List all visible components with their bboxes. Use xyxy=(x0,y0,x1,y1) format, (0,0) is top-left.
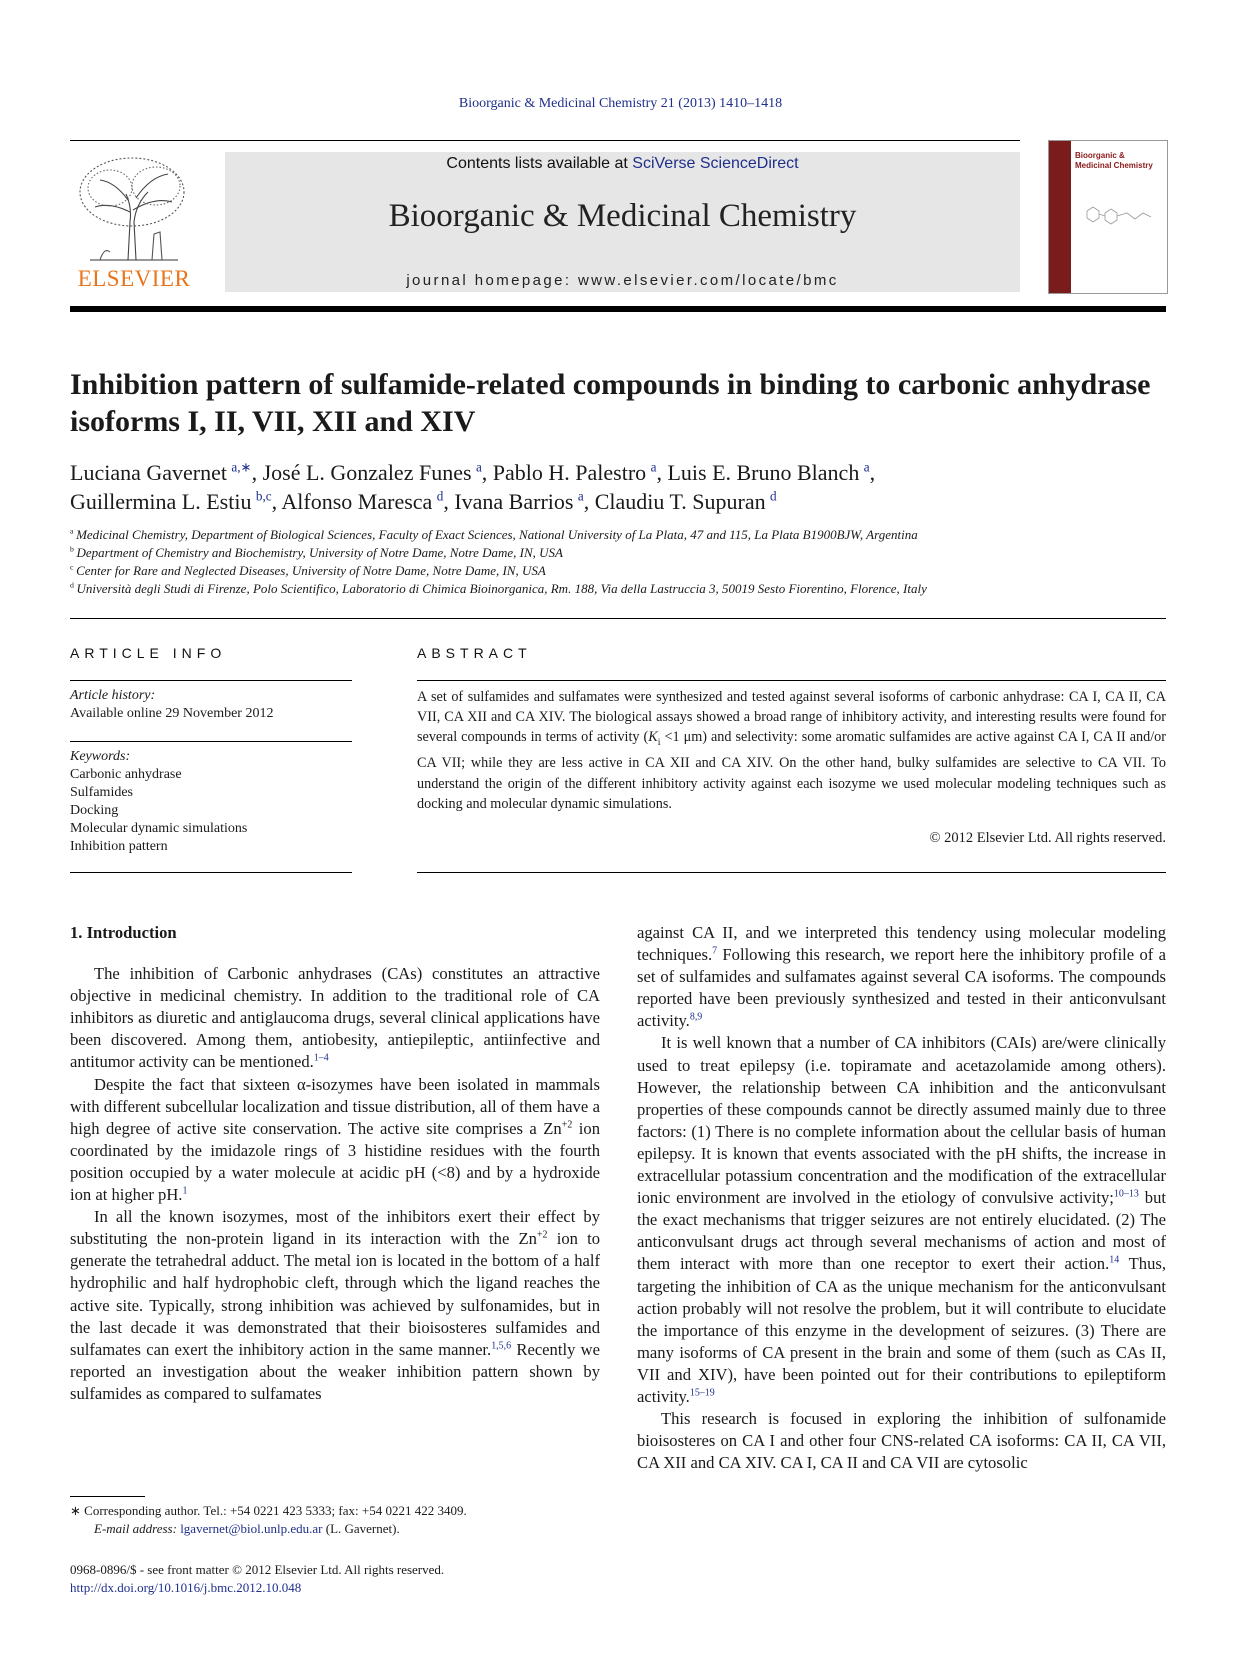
charge-superscript: +2 xyxy=(561,1119,573,1131)
author-affiliation-marker[interactable]: d xyxy=(770,488,777,504)
article-info-rule xyxy=(70,741,352,742)
paragraph-text: In all the known isozymes, most of the inhibitors exert their effect by substituting the non-protein ligand in its interaction with the Zn xyxy=(70,1207,600,1249)
header-thick-rule xyxy=(70,306,1166,312)
footnote-text: Corresponding author. Tel.: +54 0221 423 5333; fax: +54 0221 422 3409. xyxy=(80,1503,467,1518)
journal-cover-thumbnail[interactable] xyxy=(1048,140,1168,294)
citation-link[interactable]: 1 xyxy=(182,1185,188,1197)
author-name[interactable]: Claudiu T. Supuran xyxy=(594,489,766,514)
keyword: Inhibition pattern xyxy=(70,839,168,854)
affiliation-text: Medicinal Chemistry, Department of Biological Sciences, Faculty of Exact Sciences, National University of La Plata, 47 and 115, La Plata B1900BJW, Argentina xyxy=(76,527,918,542)
paragraph-text: ion coordinated by the imidazole rings of 3 histidine residues with the fourth position occupied by a water molecule at acidic pH (<8) and by a hydroxide ion at higher pH. xyxy=(70,1118,601,1205)
author-separator: , xyxy=(251,460,263,485)
affiliation xyxy=(70,580,1166,598)
journal-banner xyxy=(225,152,1020,292)
author-affiliation-marker[interactable]: a xyxy=(650,459,657,475)
affiliation-marker: b xyxy=(70,544,74,554)
affiliation-text: Center for Rare and Neglected Diseases, University of Notre Dame, Notre Dame, IN, USA xyxy=(76,563,546,578)
body-column-left xyxy=(70,922,600,1405)
elsevier-wordmark: ELSEVIER xyxy=(77,266,191,291)
contents-prefix: Contents lists available at xyxy=(446,155,633,172)
email-label: E-mail address: xyxy=(94,1521,177,1536)
article-info-rule xyxy=(70,680,352,681)
author-affiliation-marker[interactable]: d xyxy=(436,488,444,504)
cover-title: Bioorganic & Medicinal Chemistry xyxy=(1075,151,1153,170)
affiliation-marker: d xyxy=(70,580,74,590)
author-separator: , xyxy=(656,460,668,485)
abstract-part: A set of sulfamides and sulfamates were synthesized and tested against several isoforms of carbonic anhydrase: CA I, CA II, CA VII, CA XII and CA XIV. The biological assays showed a broad range of inhibitory activity, and interesting results were found for several compounds in terms of activity ( xyxy=(417,689,1166,746)
article-title: Inhibition pattern of sulfamide-related compounds in binding to carbonic anhydrase isoforms I, II, VII, XII and XIV xyxy=(70,368,1151,438)
header-top-rule xyxy=(70,140,1020,141)
paragraph xyxy=(637,1408,1166,1474)
paragraph-text: Following this research, we report here the inhibitory profile of a set of sulfamides and sulfamates against several CA isoforms. The compounds reported have been previously synthesized and tested in their anticonvulsant activity. xyxy=(637,945,1166,1031)
article-history xyxy=(70,687,352,723)
affiliation-marker: a xyxy=(70,526,74,536)
keyword: Molecular dynamic simulations xyxy=(70,821,248,836)
author-separator: , xyxy=(481,460,493,485)
affiliation xyxy=(70,562,1166,580)
footnote-rule xyxy=(70,1496,145,1497)
elsevier-tree-icon xyxy=(70,152,198,264)
history-value: Available online 29 November 2012 xyxy=(70,706,274,721)
affiliation xyxy=(70,526,1166,544)
ki-symbol: K xyxy=(648,729,658,746)
author-separator: , xyxy=(583,489,595,514)
affiliation-text: Università degli Studi di Firenze, Polo Scientifico, Laboratorio di Chimica Bioinorganica, Rm. 188, Via della Lastruccia 3, 50019 Sesto Fiorentino, Florence, Italy xyxy=(76,581,927,596)
author-affiliation-marker[interactable]: b,c xyxy=(255,488,272,504)
section-rule xyxy=(70,618,1166,619)
history-label: Article history: xyxy=(70,688,156,703)
author-affiliation-marker[interactable]: a xyxy=(577,488,584,504)
article-info-heading: ARTICLE INFO xyxy=(70,645,227,661)
author-name[interactable]: Ivana Barrios xyxy=(454,489,574,514)
citation-link[interactable]: 8,9 xyxy=(689,1011,703,1023)
paragraph-text: This research is focused in exploring the inhibition of sulfonamide bioisosteres on CA I and other four CNS-related CA isoforms: CA II, CA VII, CA XII and CA XIV. CA I, CA II and CA VII are cytosolic xyxy=(637,1409,1166,1473)
paragraph-text: ion to generate the tetrahedral adduct. The metal ion is located in the bottom of a half hydrophilic and half hydrophobic cleft, through which the ligand reaches the active site. Typically, strong inhibition was achieved by sulfonamides, but in the last decade it was demonstrated that their bioisosteres sulfamides and sulfamates can exert the inhibitory action in the same manner. xyxy=(70,1229,600,1359)
citation-link[interactable]: 7 xyxy=(712,945,718,957)
email-line xyxy=(70,1520,650,1538)
body-column-right xyxy=(637,922,1166,1474)
article-info-rule xyxy=(70,872,352,873)
author-name[interactable]: José L. Gonzalez Funes xyxy=(262,460,472,485)
abstract-rule xyxy=(417,872,1166,873)
abstract-rule xyxy=(417,680,1166,681)
paragraph-text: The inhibition of Carbonic anhydrases (CAs) constitutes an attractive objective in medicinal chemistry. In addition to the traditional role of CA inhibitors as diuretic and antiglaucoma drugs, several clinical applications have been discovered. Among them, antiobesity, antiepileptic, antiinfective and antitumor activity can be mentioned. xyxy=(70,964,600,1072)
cover-band xyxy=(1049,141,1071,293)
keyword: Sulfamides xyxy=(70,785,133,800)
author-name[interactable]: Alfonso Maresca xyxy=(281,489,433,514)
author-name[interactable]: Guillermina L. Estiu xyxy=(70,489,252,514)
author-name[interactable]: Pablo H. Palestro xyxy=(492,460,647,485)
abstract-text xyxy=(417,687,1166,814)
citation-link[interactable]: 1,5,6 xyxy=(491,1340,512,1352)
paragraph xyxy=(70,963,600,1073)
doi-link[interactable]: http://dx.doi.org/10.1016/j.bmc.2012.10.048 xyxy=(70,1580,302,1595)
journal-title: Bioorganic & Medicinal Chemistry xyxy=(388,198,857,234)
paragraph xyxy=(637,1032,1166,1408)
paragraph-text: Recently we reported an investigation about the weaker inhibition pattern shown by sulfamides as compared to sulfamates xyxy=(70,1339,600,1403)
footnote xyxy=(70,1502,650,1538)
issn-line: 0968-0896/$ - see front matter © 2012 Elsevier Ltd. All rights reserved. xyxy=(70,1562,445,1577)
author-separator: , xyxy=(869,460,876,485)
citation-link[interactable]: 15–19 xyxy=(689,1387,715,1399)
author-separator: , xyxy=(443,489,455,514)
paragraph-text: Thus, targeting the inhibition of CA as the unique mechanism for the anticonvulsant action probably will not resolve the problem, but it will contribute to elucidate the importance of this enzyme in the development of seizures. (3) There are many isoforms of CA present in the brain and some of them (such as CAs II, VII and XIV), have been pointed out for their contributions to epileptiform activity. xyxy=(637,1254,1167,1406)
email-link[interactable]: lgavernet@biol.unlp.edu.ar xyxy=(180,1521,323,1536)
citation-link[interactable]: 14 xyxy=(1109,1254,1120,1266)
contents-line xyxy=(225,155,1020,173)
affiliation-text: Department of Chemistry and Biochemistry, University of Notre Dame, Notre Dame, IN, USA xyxy=(76,545,563,560)
abstract-copyright: © 2012 Elsevier Ltd. All rights reserved. xyxy=(929,830,1166,846)
author-list xyxy=(70,458,1166,516)
email-suffix: (L. Gavernet). xyxy=(322,1521,400,1536)
author-affiliation-marker[interactable]: a xyxy=(863,459,870,475)
keywords-label: Keywords: xyxy=(70,749,131,764)
affiliation-marker: c xyxy=(70,562,74,572)
abstract-heading: ABSTRACT xyxy=(417,645,532,661)
abstract-part: <1 μm) and selectivity: some aromatic sulfamides are active against CA I, CA II and/or CA VII; while they are less active in CA XII and CA XIV. On the other hand, bulky sulfamides are selective to CA VII. To understand the origin of the different inhibitory activity against each isozyme we used molecular modeling techniques such as docking and molecular dynamic simulations. xyxy=(417,729,1166,812)
affiliation xyxy=(70,544,1166,562)
paragraph-text: but the exact mechanisms that trigger seizures are not entirely elucidated. (2) The anticonvulsant drugs act through several mechanisms of action and most of them interact with more than one receptor to exert their action. xyxy=(637,1188,1166,1274)
citation-link[interactable]: 10–13 xyxy=(1113,1188,1139,1200)
paragraph xyxy=(70,1206,600,1405)
paragraph xyxy=(70,1074,600,1207)
author-separator: , xyxy=(271,489,282,514)
elsevier-logo[interactable] xyxy=(70,152,198,292)
journal-reference-link[interactable]: Bioorganic & Medicinal Chemistry 21 (2013) 1410–1418 xyxy=(458,96,783,111)
keyword: Carbonic anhydrase xyxy=(70,767,182,782)
footnote-marker: ∗ xyxy=(70,1503,81,1518)
citation-link[interactable]: 1–4 xyxy=(313,1052,329,1064)
bottom-info xyxy=(70,1561,670,1597)
paragraph-text: Despite the fact that sixteen α-isozymes have been isolated in mammals with different subcellular localization and tissue distribution, all of them have a high degree of active site conservation. The active site comprises a Zn xyxy=(70,1074,600,1138)
paragraph xyxy=(637,922,1166,1032)
sciencedirect-link[interactable]: SciVerse ScienceDirect xyxy=(632,155,799,172)
section-heading: 1. Introduction xyxy=(70,923,177,942)
author-affiliation-marker[interactable]: a xyxy=(475,459,482,475)
paragraph-text: It is well known that a number of CA inhibitors (CAIs) are/were clinically used to treat epilepsy (i.e. topiramate and acetazolamide among others). However, the relationship between CA inhibition and the anticonvulsant properties of these compounds cannot be directly assumed mainly due to three factors: (1) There is no complete information about the cellular basis of human epilepsy. It is known that events associated with the pH shifts, the increase in extracellular potassium concentration and the modification of the extracellular ionic environment are involved in the etiology of convulsive activity; xyxy=(637,1033,1166,1208)
charge-superscript: +2 xyxy=(536,1229,548,1241)
affiliation-list xyxy=(70,526,1166,598)
author-affiliation-marker[interactable]: a,∗ xyxy=(231,459,252,475)
author-name[interactable]: Luciana Gavernet xyxy=(70,460,227,485)
author-name[interactable]: Luis E. Bruno Blanch xyxy=(667,460,860,485)
paragraph-text: against CA II, and we interpreted this tendency using molecular modeling techniques. xyxy=(637,923,1166,965)
corresponding-author-note xyxy=(70,1502,650,1520)
keyword-list xyxy=(70,748,352,856)
journal-homepage-link[interactable]: journal homepage: www.elsevier.com/locate/bmc xyxy=(406,272,839,289)
keyword: Docking xyxy=(70,803,119,818)
ki-subscript: i xyxy=(657,737,661,749)
cover-molecule-icon xyxy=(1079,201,1159,231)
